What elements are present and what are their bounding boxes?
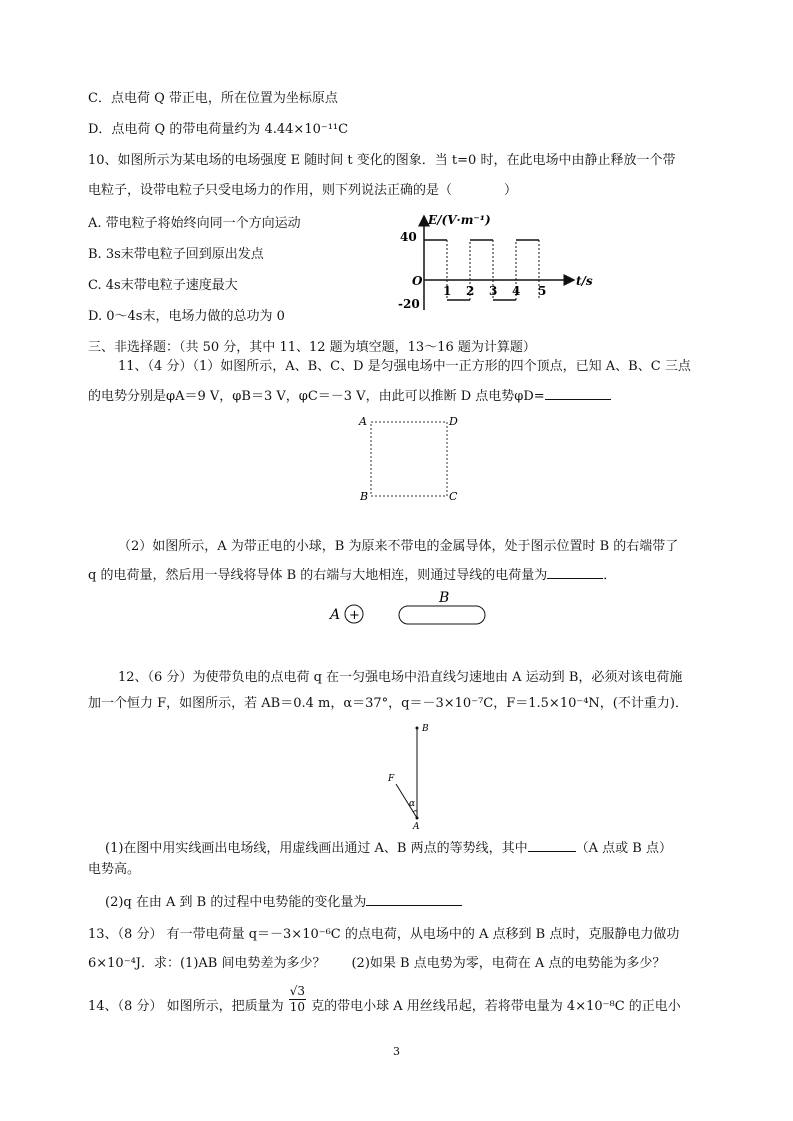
q11-blank [545,385,611,400]
q12-line1: 12、（6 分）为使带负电的点电荷 q 在一匀强电场中沿直线匀速地由 A 运动到 B，必须对该电荷施 [118,670,683,685]
square [371,422,447,496]
section-3-heading: 三、非选择题：（共 50 分，其中 11、12 题为填空题，13～16 题为计算题） [88,340,536,355]
conductor-b [399,606,485,624]
q11-part2-line2: q 的电荷量，然后用一导线将导体 B 的右端与大地相连，则通过导线的电荷量为 ． [88,564,616,585]
x-tick-5: 5 [538,284,547,298]
y-tick-40: 40 [400,230,417,244]
q10-line2: 电粒子，设带电粒子只受电场力的作用，则下列说法正确的是（ ） [88,183,518,198]
label-c: C [449,490,458,502]
q11-line2 [88,385,611,406]
q12-part1 [105,837,672,858]
ball-conductor-figure [326,588,496,632]
label-a-bottom: A [413,822,420,830]
fraction-denominator: 10 [289,1000,305,1014]
q12-part1-choice: （A 点或 B 点） [575,841,672,856]
q11-part2-text: q 的电荷量，然后用一导线将导体 B 的右端与大地相连，则通过导线的电荷量为 [88,568,548,583]
conductor-label-b: B [439,590,450,606]
force-figure [380,718,440,830]
x-tick-1: 1 [443,284,452,298]
q10-option-c: C. 4s末带电粒子速度最大 [88,278,238,293]
q11-part2-blank [547,564,603,579]
q10-option-a: A. 带电粒子将始终向同一个方向运动 [88,216,301,231]
plus-sign: + [349,608,360,623]
q11-line1: 11、（4 分）（1）如图所示，A、B、C、D 是匀强电场中一正方形的四个顶点，已知 A、B、C 三点 [118,359,691,374]
y-axis-label: E/(V·m⁻¹) [428,213,491,227]
q10-option-b: B. 3s末带电粒子回到原出发点 [88,247,264,262]
q10-line1: 10、如图所示为某电场的电场强度 E 随时间 t 变化的图象．当 t=0 时，在此电场中由静止释放一个带 [88,153,676,168]
q14-text-b: 克的带电小球 A 用丝线吊起，若将带电量为 4×10⁻⁸C 的正电小 [311,999,681,1014]
fraction-numerator: √3 [289,984,305,998]
label-alpha: α [409,799,416,809]
q12-part1-blank [528,837,576,852]
angle-arc [413,811,417,812]
q12-part2-text: (2)q 在由 A 到 B 的过程中电势能的变化量为 [105,895,367,910]
q12-part1-cont: 电势高。 [88,862,141,877]
q14-line [88,984,681,1024]
label-d: D [449,415,458,428]
square-figure [356,410,466,502]
option-c: C．点电荷 Q 带正电，所在位置为坐标原点 [88,91,338,106]
q14-text-a: 14、（8 分） 如图所示，把质量为 [88,999,284,1014]
label-a: A [359,415,367,428]
q10-option-d: D. 0～4s末，电场力做的总功为 0 [88,309,285,324]
label-b: B [360,490,369,502]
q12-part2-blank [366,891,462,906]
x-tick-3: 3 [489,284,498,298]
fraction [289,984,306,1015]
q12-part1-text: (1)在图中用实线画出电场线，用虚线画出通过 A、B 两点的等势线，其中 [105,841,528,856]
page-number: 3 [393,1045,400,1058]
q13-line1: 13、（8 分） 有一带电荷量 q＝－3×10⁻⁶C 的点电荷，从电场中的 A 点移到 B 点时，克服静电力做功 [88,927,680,942]
q11-part2-line1: （2）如图所示，A 为带正电的小球，B 为原来不带电的金属导体，处于图示位置时 B 的右端带了 [118,539,679,554]
y-tick-neg20: -20 [398,297,420,311]
label-f: F [388,774,395,784]
q12-part2 [105,891,462,912]
q12-line2: 加一个恒力 F，如图所示，若 AB＝0.4 m，α＝37°，q＝－3×10⁻⁷C，F＝1.5×10⁻⁴N，(不计重力)． [88,696,688,711]
ball-label-a: A [330,607,341,623]
q11-line2-text: 的电势分别是φA＝9 V，φB＝3 V，φC＝－3 V，由此可以推断 D 点电势φD= [88,389,545,404]
x-tick-4: 4 [512,284,521,298]
option-d: D．点电荷 Q 的带电荷量约为 4.44×10⁻¹¹C [88,122,349,137]
x-tick-2: 2 [466,284,475,298]
label-b-top: B [422,724,429,734]
q13-line2: 6×10⁻⁴J．求：(1)AB 间电势差为多少？ (2)如果 B 点电势为零，电荷在 A 点的电势能为多少？ [88,956,666,971]
e-t-graph [396,210,606,316]
x-axis-label: t/s [576,274,593,288]
origin-label: O [412,274,423,288]
point-b [416,727,419,730]
